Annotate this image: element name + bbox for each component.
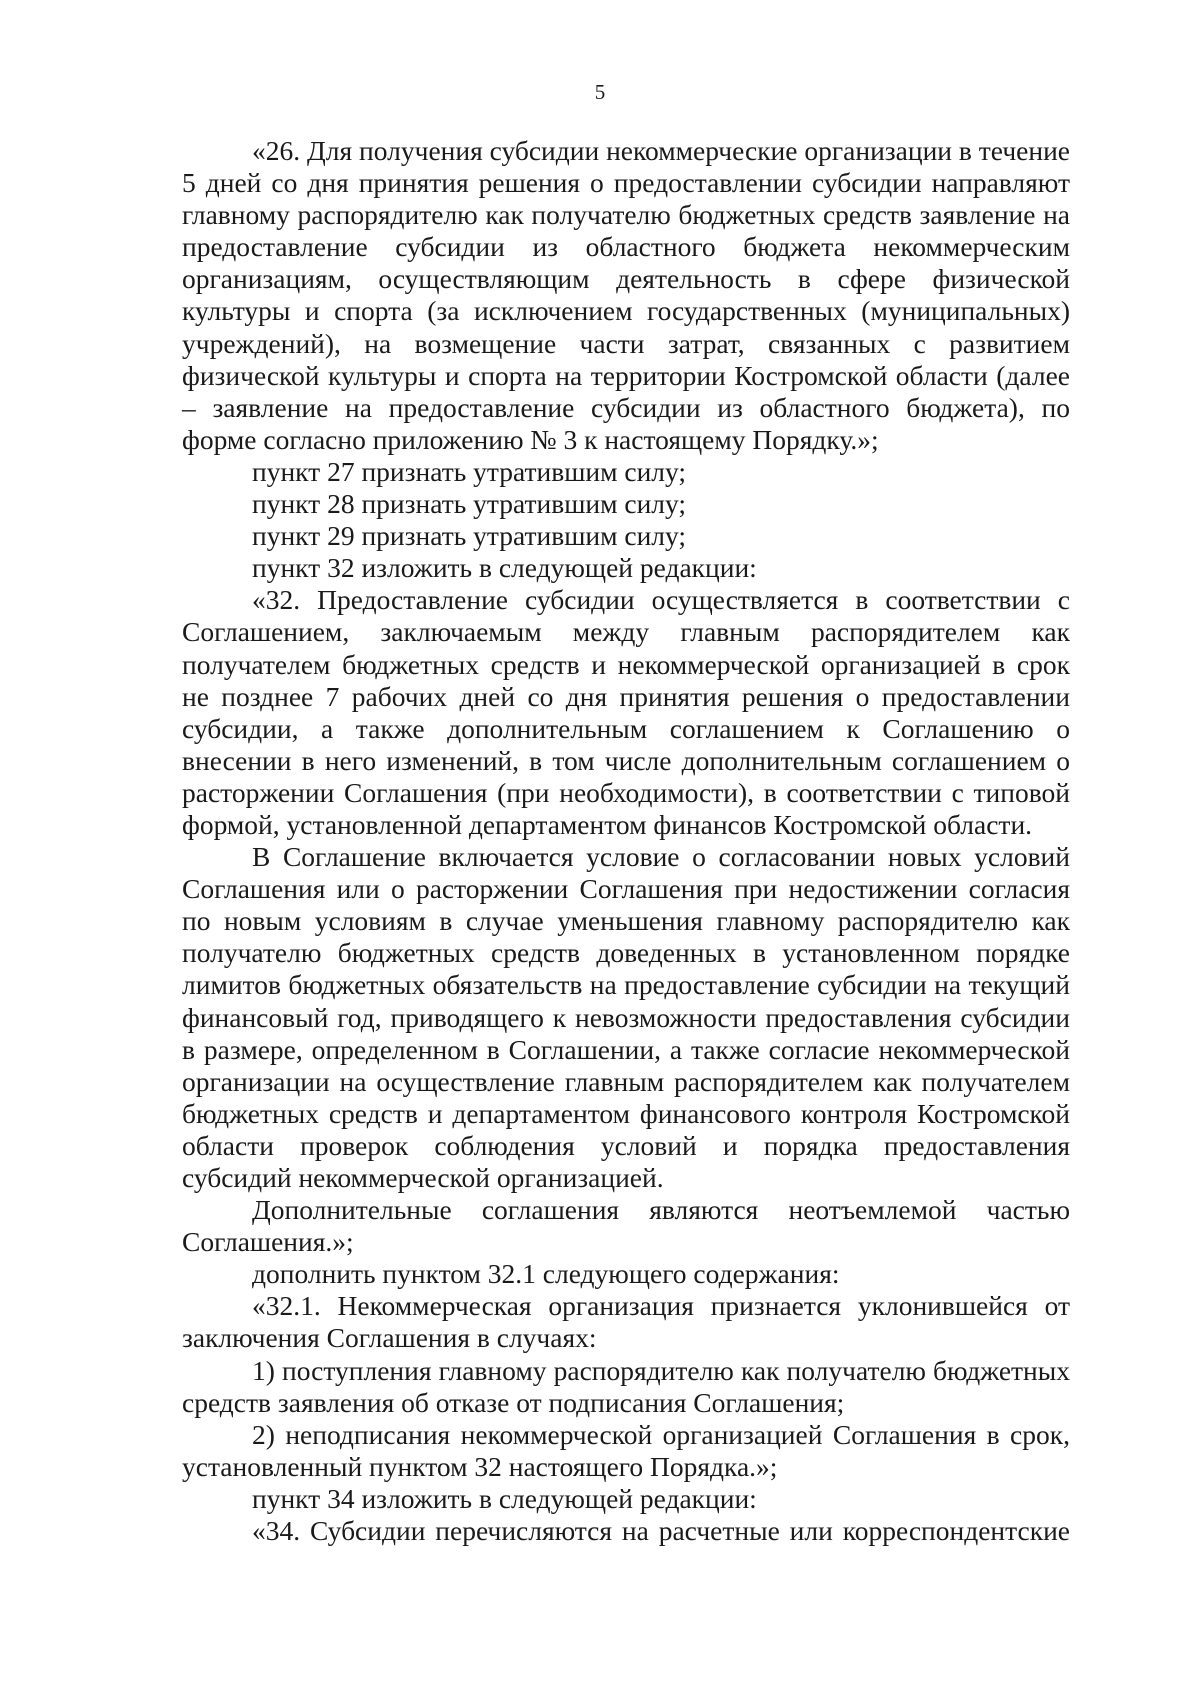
paragraph-item-32-additional-agreements: Дополнительные соглашения являются неотъемлемой частью Соглашения.»;: [182, 1194, 1070, 1258]
paragraph-item-32: «32. Предоставление субсидии осуществляется в соответствии с Соглашением, заключаемым между главным распорядителем как получателем бюджетных средств и некоммерческой организацией в срок не позднее 7 рабочих дней со дня принятия решения о предоставлении субсидии, а также дополнительным соглашением к Соглашению о внесении в него изменений, в том числе дополнительным соглашением о расторжении Соглашения (при необходимости), в соответствии с типовой формой, установленной департаментом финансов Костромской области.: [182, 584, 1070, 840]
paragraph-item-26: «26. Для получения субсидии некоммерческие организации в течение 5 дней со дня принятия решения о предоставлении субсидии направляют главному распорядителю как получателю бюджетных средств заявление на предоставление субсидии из областного бюджета некоммерческим организациям, осуществляющим деятельность в сфере физической культуры и спорта (за исключением государственных (муниципальных) учреждений), на возмещение части затрат, связанных с развитием физической культуры и спорта на территории Костромской области (далее – заявление на предоставление субсидии из областного бюджета), по форме согласно приложению № 3 к настоящему Порядку.»;: [182, 135, 1070, 455]
paragraph-item-32-intro: пункт 32 изложить в следующей редакции:: [252, 552, 757, 584]
paragraph-item-34: «34. Субсидии перечисляются на расчетные или корреспондентские: [252, 1515, 1070, 1547]
paragraph-item-27: пункт 27 признать утратившим силу;: [252, 455, 687, 487]
paragraph-item-32-1-case-2: 2) неподписания некоммерческой организацией Соглашения в срок, установленный пунктом 32 настоящего Порядка.»;: [182, 1418, 1070, 1482]
paragraph-item-32-1: «32.1. Некоммерческая организация признается уклонившейся от заключения Соглашения в случаях:: [182, 1290, 1070, 1354]
paragraph-item-29: пункт 29 признать утратившим силу;: [252, 520, 687, 552]
document-body: [182, 135, 1070, 1547]
paragraph-item-28: пункт 28 признать утратившим силу;: [252, 488, 687, 520]
page-number: 5: [594, 80, 606, 104]
paragraph-item-32-1-intro: дополнить пунктом 32.1 следующего содержания:: [252, 1258, 840, 1290]
paragraph-item-34-intro: пункт 34 изложить в следующей редакции:: [252, 1482, 757, 1514]
paragraph-item-32-agreement-terms: В Соглашение включается условие о согласовании новых условий Соглашения или о расторжении Соглашения при недостижении согласия по новым условиям в случае уменьшения главному распорядителю как получателю бюджетных средств доведенных в установленном порядке лимитов бюджетных обязательств на предоставление субсидии на текущий финансовый год, приводящего к невозможности предоставления субсидии в размере, определенном в Соглашении, а также согласие некоммерческой организации на осуществление главным распорядителем как получателем бюджетных средств и департаментом финансового контроля Костромской области проверок соблюдения условий и порядка предоставления субсидий некоммерческой организацией.: [182, 841, 1070, 1193]
paragraph-item-32-1-case-1: 1) поступления главному распорядителю как получателю бюджетных средств заявления об отказе от подписания Соглашения;: [182, 1354, 1070, 1418]
